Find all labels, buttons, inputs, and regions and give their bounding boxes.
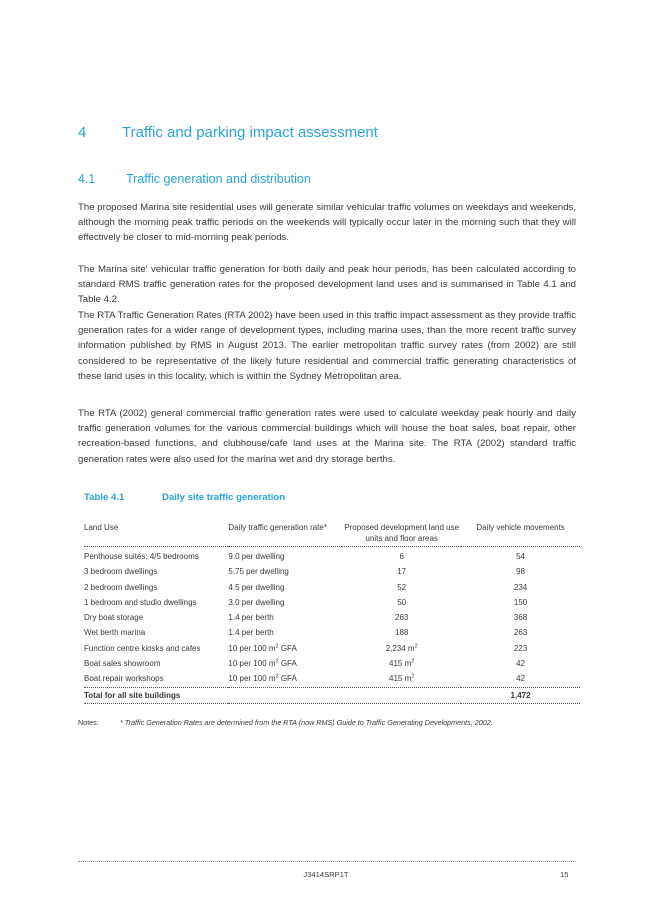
cell-land-use: Boat sales showroom — [84, 659, 161, 669]
subsection-heading — [78, 172, 311, 186]
rate-superscript: 2 — [275, 643, 279, 650]
cell-units: 17 — [397, 567, 407, 577]
table-number: Table 4.1 — [84, 492, 125, 503]
table-row — [84, 580, 580, 595]
cell-movements: 150 — [513, 597, 528, 607]
rate-suffix: GFA — [278, 659, 297, 669]
section-heading — [78, 124, 378, 141]
cell-movements: 98 — [516, 567, 526, 577]
notes-text: * Traffic Generation Rates are determined from the RTA (now RMS) Guide to Traffic Generating Developments, 2002. — [120, 718, 493, 727]
cell-movements: 368 — [513, 613, 528, 623]
cell-movements: 42 — [516, 659, 526, 669]
units-value: 415 m — [389, 674, 412, 684]
rate-value: 10 per 100 m — [228, 674, 276, 684]
cell-rate: 5.75 per dwelling — [228, 567, 289, 577]
header-rate: Daily traffic generation rate* — [228, 522, 342, 547]
table-row — [84, 595, 580, 610]
paragraph-4: The RTA (2002) general commercial traffic generation rates were used to calculate weekday peak hourly and daily traffic generation volumes for the various commercial buildings which will house the boat sales, boat repair, other recreation-based functions, and clubhouse/cafe land uses at the Marina site. The RTA (2002) standard traffic generation rates were also used for the marina wet and dry storage berths. — [78, 408, 576, 465]
units-superscript: 2 — [414, 643, 418, 650]
traffic-generation-table — [84, 522, 580, 704]
cell-land-use: Wet berth marina — [84, 628, 146, 638]
table-notes — [78, 718, 493, 727]
subsection-number: 4.1 — [78, 172, 96, 186]
table-row — [84, 671, 580, 687]
rate-suffix: GFA — [278, 643, 297, 653]
notes-label: Notes: — [78, 718, 99, 727]
cell-rate — [228, 671, 342, 687]
rate-superscript: 2 — [275, 658, 279, 665]
paragraph-2: The Marina site' vehicular traffic generation for both daily and peak hour periods, has been calculated according to standard RMS traffic generation rates for the proposed development land uses and is summarised in Table 4.1 and Table 4.2. — [78, 264, 576, 306]
cell-rate — [228, 641, 342, 656]
header-land-use: Land Use — [84, 522, 228, 547]
cell-rate: 3.0 per dwelling — [228, 597, 285, 607]
header-units: Proposed development land use units and floor areas — [342, 522, 461, 547]
cell-land-use: 1 bedroom and studio dwellings — [84, 597, 197, 607]
cell-units: 263 — [395, 613, 409, 623]
cell-land-use: Function centre kiosks and cafes — [84, 643, 201, 653]
table-title: Daily site traffic generation — [162, 492, 286, 503]
cell-units — [342, 641, 461, 656]
table-total-row — [84, 687, 580, 703]
table-row — [84, 641, 580, 656]
units-value: 415 m — [389, 659, 412, 669]
cell-units — [342, 671, 461, 687]
cell-rate: 9.0 per dwelling — [228, 552, 285, 561]
header-movements: Daily vehicle movements — [461, 522, 580, 547]
cell-movements: 223 — [513, 643, 528, 653]
cell-units: 188 — [395, 628, 409, 638]
cell-rate: 4.5 per dwelling — [228, 582, 285, 592]
cell-land-use: 3 bedroom dwellings — [84, 567, 158, 577]
cell-rate — [228, 656, 342, 671]
cell-land-use: Dry boat storage — [84, 613, 144, 623]
cell-movements: 234 — [513, 582, 528, 592]
section-title: Traffic and parking impact assessment — [122, 124, 378, 141]
paragraph-3: The RTA Traffic Generation Rates (RTA 2002) have been used in this traffic impact assessment as they provide traffic generation rates for a wider range of development types, including marina uses, than the more recent traffic survey information published by RMS in August 2013. The earlier metropolitan traffic survey rates (from 2002) are still considered to be representative of the likely future residential and commercial traffic generating characteristics of these land uses in this locality, which is within the Sydney Metropolitan area. — [78, 310, 576, 382]
cell-rate: 1.4 per berth — [228, 613, 274, 623]
table-caption — [84, 492, 285, 503]
subsection-title: Traffic generation and distribution — [126, 172, 311, 186]
table-row — [84, 564, 580, 579]
cell-rate: 1.4 per berth — [228, 628, 274, 638]
rate-suffix: GFA — [278, 674, 297, 684]
rate-superscript: 2 — [275, 673, 279, 680]
cell-units — [342, 656, 461, 671]
rate-value: 10 per 100 m — [228, 643, 276, 653]
units-value: 2,234 m — [385, 643, 415, 653]
cell-units: 6 — [399, 552, 404, 561]
footer-divider — [78, 861, 576, 862]
page-number: 15 — [560, 870, 569, 879]
section-number: 4 — [78, 124, 87, 141]
units-superscript: 2 — [411, 673, 415, 680]
cell-land-use: Penthouse suites: 4/5 bedrooms — [84, 552, 199, 561]
cell-movements: 54 — [516, 552, 526, 561]
table-row — [84, 547, 580, 565]
rate-value: 10 per 100 m — [228, 659, 276, 669]
cell-land-use: 2 bedroom dwellings — [84, 582, 158, 592]
cell-movements: 263 — [513, 628, 528, 638]
cell-land-use: Boat repair workshops — [84, 674, 164, 684]
total-value: 1,472 — [461, 687, 580, 703]
paragraph-1: The proposed Marina site residential uses will generate similar vehicular traffic volumes on weekdays and weekends, although the morning peak traffic periods on the weekends will typically occur later in the morning such that they will effectively be closer to mid-morning peak periods. — [78, 202, 576, 244]
table-row — [84, 610, 580, 625]
total-label: Total for all site buildings — [84, 687, 461, 703]
cell-movements: 42 — [516, 674, 526, 684]
table-row — [84, 656, 580, 671]
table-header-row — [84, 522, 580, 547]
units-superscript: 2 — [411, 658, 415, 665]
cell-units: 50 — [397, 597, 407, 607]
table-row — [84, 625, 580, 640]
footer-reference: J3414SRP1T — [303, 870, 349, 879]
cell-units: 52 — [397, 582, 407, 592]
